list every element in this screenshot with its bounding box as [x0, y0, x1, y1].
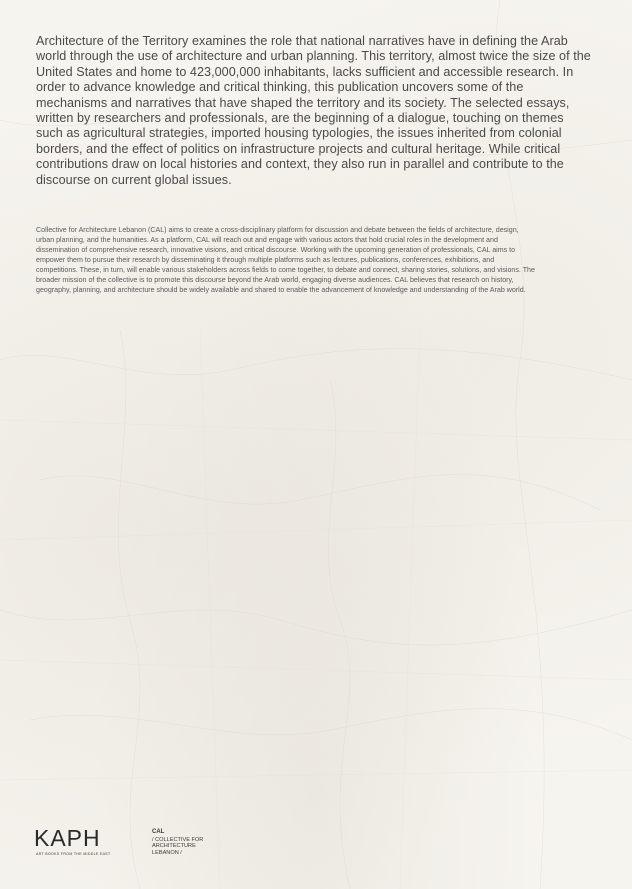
cal-logo-full-name: / COLLECTIVE FOR ARCHITECTURE LEBANON /: [152, 836, 204, 856]
kaph-logo: [34, 826, 134, 856]
cal-logo-abbr: CAL: [152, 829, 165, 835]
main-description: Architecture of the Territory examines the role that national narratives have in defining the Arab world through the use of architecture and urban planning. This territory, almost twice the size of the United States and home to 423,000,000 inhabitants, lacks sufficient and accessible research. In order to advance knowledge and critical thinking, this publication uncovers some of the mechanisms and narratives that have shaped the territory and its society. The selected essays, written by researchers and professionals, are the beginning of a dialogue, touching on themes such as agricultural strategies, imported housing typologies, the issues inherited from colonial borders, and the effect of politics on infrastructure projects and cultural heritage. While critical contributions draw on local histories and context, they also run in parallel and contribute to the discourse on current global issues.: [36, 34, 591, 187]
kaph-tagline: ART BOOKS FROM THE MIDDLE EAST: [36, 852, 111, 856]
cal-logo: [152, 829, 232, 856]
kaph-logo-text: KAPH: [34, 825, 101, 851]
cal-description: Collective for Architecture Lebanon (CAL) aims to create a cross-disciplinary platform for discussion and debate between the fields of architecture, design, urban planning, and the humanities. As a platform, CAL will reach out and engage with various actors that hold crucial roles in the development and dissemination of comprehensive research, innovative visions, and critical discourse. Working with the upcoming generation of professionals, CAL aims to empower them to pursue their research by disseminating it through multiple platforms such as lectures, publications, conferences, exhibitions, and competitions. These, in turn, will enable various stakeholders across fields to come together, to debate and connect, sharing stories, solutions, and visions. The broader mission of the collective is to promote this discourse beyond the Arab world, engaging diverse audiences. CAL believes that research on history, geography, planning, and architecture should be widely available and shared to enable the advancement of knowledge and understanding of the Arab world.: [36, 226, 535, 294]
